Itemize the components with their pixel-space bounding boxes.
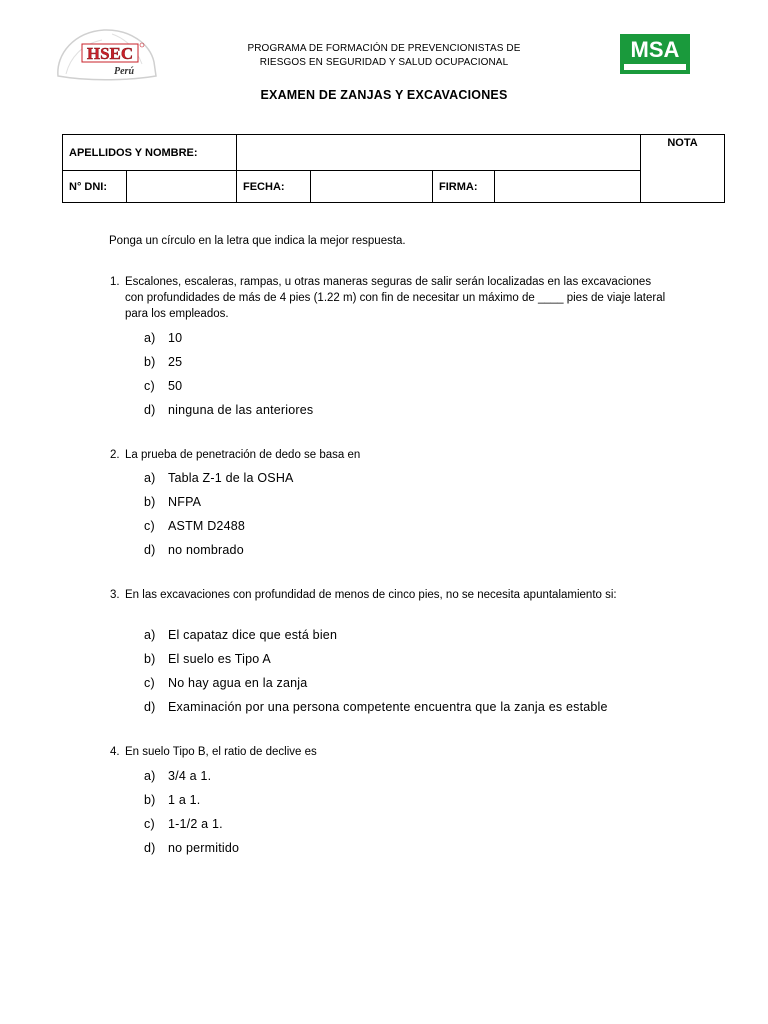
dni-label: N° DNI: [63,171,127,203]
option-2b[interactable]: b) NFPA [144,495,202,509]
instruction-text: Ponga un círculo en la letra que indica la mejor respuesta. [109,235,406,247]
program-line-1: PROGRAMA DE FORMACIÓN DE PREVENCIONISTAS DE [247,43,521,54]
name-label: APELLIDOS Y NOMBRE: [63,135,237,171]
firma-label: FIRMA: [433,171,495,203]
nota-label: NOTA [667,137,698,149]
question-number: 1. [110,276,120,288]
nota-cell[interactable] [641,135,725,203]
program-line-2: RIESGOS EN SEGURIDAD Y SALUD OCUPACIONAL [259,57,509,68]
question-3 [110,587,670,603]
msa-logo [620,34,690,74]
question-4 [110,744,670,760]
program-header [200,42,568,70]
option-1b[interactable]: b) 25 [144,355,183,369]
logo-left-text: HSEC [86,44,134,63]
option-3d[interactable]: d) Examinación por una persona competente encuentra que la zanja es estable [144,700,608,714]
option-1d[interactable]: d) ninguna de las anteriores [144,403,314,417]
option-2a[interactable]: a) Tabla Z-1 de la OSHA [144,471,294,485]
question-2 [110,447,670,463]
option-1a[interactable]: a) 10 [144,331,183,345]
logo-left-sub: Perú [114,66,134,77]
question-text: En suelo Tipo B, el ratio de declive es [125,746,317,758]
name-field[interactable] [237,135,641,171]
option-2c[interactable]: c) ASTM D2488 [144,519,246,533]
option-2d[interactable]: d) no nombrado [144,543,244,557]
fecha-label: FECHA: [237,171,311,203]
option-4c[interactable]: c) 1-1/2 a 1. [144,817,223,831]
question-text: En las excavaciones con profundidad de menos de cinco pies, no se necesita apuntalamiento si: [125,589,617,601]
firma-field[interactable] [495,171,641,203]
option-4d[interactable]: d) no permitido [144,841,240,855]
logo-right-text: MSA [630,37,680,62]
exam-title: EXAMEN DE ZANJAS Y EXCAVACIONES [260,88,508,102]
question-number: 2. [110,449,120,461]
fecha-field[interactable] [311,171,433,203]
dni-field[interactable] [127,171,237,203]
question-text: Escalones, escaleras, rampas, u otras maneras seguras de salir serán localizadas en las excavaciones con profundidades de más de 4 pies (1.22 m) con fin de necesitar un máximo de ____ pies de viaje lateral para los empleados. [125,276,666,320]
question-number: 4. [110,746,120,758]
option-1c[interactable]: c) 50 [144,379,183,393]
option-3a[interactable]: a) El capataz dice que está bien [144,628,338,642]
option-3b[interactable]: b) El suelo es Tipo A [144,652,271,666]
question-text: La prueba de penetración de dedo se basa en [125,449,361,461]
question-number: 3. [110,589,120,601]
option-4b[interactable]: b) 1 a 1. [144,793,201,807]
option-4a[interactable]: a) 3/4 a 1. [144,769,212,783]
hsec-peru-logo [52,24,160,88]
option-3c[interactable]: c) No hay agua en la zanja [144,676,308,690]
question-1 [110,274,670,322]
student-info-table [62,134,725,203]
